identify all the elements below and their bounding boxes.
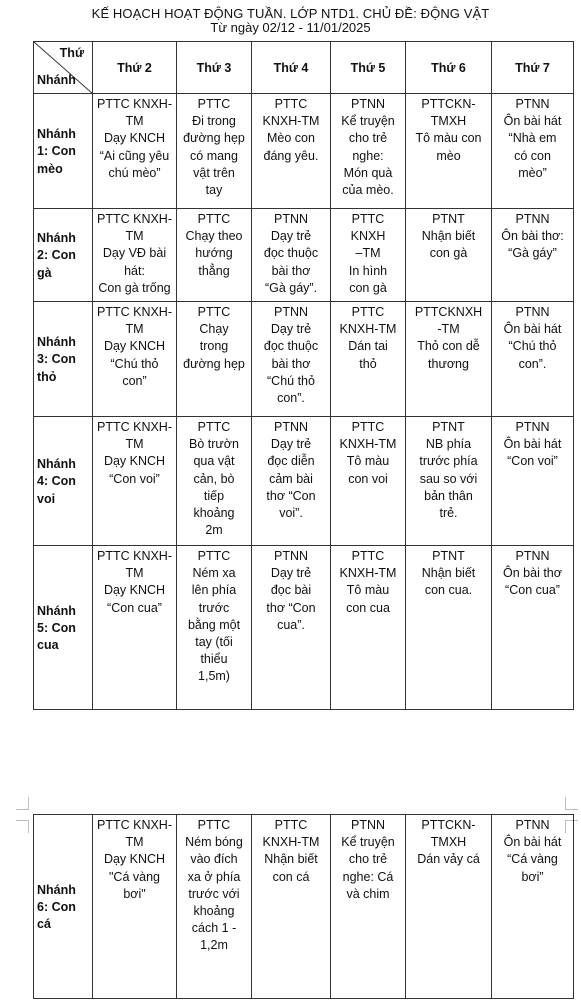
activity-cell — [492, 546, 574, 710]
activity-line: đọc diễn — [267, 454, 315, 469]
activity-cell — [252, 815, 331, 999]
branch-label-line: 2: Con — [37, 248, 76, 263]
activity-line: PTNN — [515, 420, 550, 434]
branch-label-line: Nhánh — [37, 231, 76, 246]
activity-cell — [93, 417, 177, 546]
activity-line: PTNN — [515, 549, 550, 563]
activity-line: tay (tối — [195, 635, 233, 650]
activity-line: TM — [125, 114, 144, 129]
activity-cell — [93, 94, 177, 209]
activity-line: Dạy KNCH — [103, 583, 166, 598]
branch-label-line: 6: Con — [37, 899, 76, 914]
activity-cell — [406, 815, 492, 999]
day-header: Thứ 7 — [492, 42, 574, 94]
activity-line: Dạy trẻ — [270, 229, 312, 244]
activity-line: đáng yêu. — [263, 148, 319, 163]
activity-line: –TM — [355, 246, 381, 261]
activity-cell — [93, 209, 177, 302]
activity-line: 1,5m) — [198, 669, 230, 684]
activity-line: PTTC — [197, 97, 231, 111]
activity-line: khoảng — [193, 904, 235, 919]
activity-line: KNXH — [350, 229, 386, 244]
activity-line: PTTC — [197, 212, 231, 226]
activity-line: PTTCKNXH — [414, 305, 483, 319]
activity-line: Dạy trẻ — [270, 322, 312, 337]
activity-line: TM — [125, 229, 144, 244]
activity-line: PTTC KNXH- — [97, 97, 172, 111]
activity-line: cua”. — [277, 617, 305, 632]
activity-line: 1,2m — [200, 938, 228, 953]
activity-line: “Nhà em — [508, 131, 557, 146]
activity-line: PTTC — [351, 212, 385, 226]
page-corner-mark — [565, 797, 578, 810]
branch-label-line: mèo — [37, 161, 63, 176]
activity-line: 2m — [205, 523, 223, 538]
activity-line: “Gà gáy” — [508, 246, 557, 261]
branch-label-line: Nhánh — [37, 882, 76, 897]
activity-line: Dạy KNCH — [103, 852, 166, 867]
activity-line: TM — [125, 566, 144, 581]
activity-line: TM — [125, 835, 144, 850]
activity-line: đường hẹp — [183, 356, 245, 371]
activity-line: bơi" — [123, 886, 146, 901]
activity-line: PTNN — [515, 212, 550, 226]
activity-line: Nhận biết — [421, 566, 476, 581]
activity-line: xa ở phía — [187, 869, 241, 884]
activity-line: PTTC KNXH- — [97, 212, 172, 226]
activity-line: tiếp — [203, 488, 225, 503]
activity-line: PTTC KNXH- — [97, 549, 172, 563]
activity-line: Kể truyện — [341, 835, 395, 850]
activity-line: PTTC — [274, 97, 308, 111]
activity-line: khoảng — [193, 506, 235, 521]
activity-line: Chạy — [199, 322, 229, 337]
activity-cell — [177, 209, 252, 302]
activity-line: TMXH — [430, 114, 467, 129]
activity-line: PTTC KNXH- — [97, 420, 172, 434]
activity-line: bằng một — [187, 617, 241, 632]
page-corner-mark — [16, 797, 29, 810]
activity-cell — [492, 417, 574, 546]
day-header: Thứ 4 — [252, 42, 331, 94]
branch-label-line: Nhánh — [37, 457, 76, 472]
activity-line: Dạy KNCH — [103, 131, 166, 146]
activity-line: vào đích — [190, 852, 238, 867]
activity-line: bài thơ — [271, 356, 311, 371]
activity-line: PTTC — [197, 818, 231, 832]
activity-line: chú mèo” — [108, 165, 161, 180]
activity-line: Món quà — [343, 165, 393, 180]
branch-label — [34, 302, 93, 417]
activity-line: Tô màu — [346, 454, 390, 469]
table-row — [34, 94, 574, 209]
day-header: Thứ 2 — [93, 42, 177, 94]
branch-label — [34, 546, 93, 710]
activity-cell — [177, 94, 252, 209]
activity-line: PTNN — [273, 305, 309, 319]
page-corner-mark — [16, 820, 29, 833]
activity-line: thương — [428, 356, 469, 371]
activity-line: “Con cua” — [505, 583, 560, 598]
weekly-plan-table-continued — [33, 814, 574, 999]
activity-line: PTNN — [515, 97, 550, 111]
activity-line: con cua. — [424, 583, 473, 598]
page-title: KẾ HOẠCH HOẠT ĐỘNG TUẦN. LỚP NTD1. CHỦ ĐỀ: ĐỘNG VẬT — [91, 6, 490, 21]
activity-line: PTTC KNXH- — [97, 818, 172, 832]
activity-line: TMXH — [430, 835, 467, 850]
activity-cell — [331, 302, 406, 417]
activity-line: qua vật — [193, 454, 235, 469]
corner-header — [34, 42, 93, 94]
activity-line: Bò trườn — [189, 437, 239, 452]
branch-label-line: voi — [37, 491, 56, 506]
activity-line: Chạy theo — [185, 229, 243, 244]
activity-cell — [492, 302, 574, 417]
activity-line: thơ “Con — [266, 488, 316, 503]
activity-line: KNXH-TM — [339, 322, 397, 337]
activity-cell — [177, 302, 252, 417]
activity-line: PTTCKN- — [421, 97, 476, 111]
activity-line: “Chú thỏ — [508, 339, 557, 354]
activity-line: tay — [205, 183, 223, 198]
activity-cell — [406, 546, 492, 710]
activity-line: -TM — [437, 322, 460, 337]
activity-cell — [177, 417, 252, 546]
activity-cell — [177, 815, 252, 999]
activity-cell — [331, 94, 406, 209]
activity-line: cách 1 - — [191, 921, 237, 936]
activity-cell — [177, 546, 252, 710]
activity-cell — [492, 94, 574, 209]
activity-line: sau so với — [419, 471, 478, 486]
activity-line: PTTC — [351, 420, 385, 434]
activity-line: PTTC — [351, 549, 385, 563]
activity-line: Dạy trẻ — [270, 437, 312, 452]
activity-line: cản, bò — [193, 471, 235, 486]
activity-line: "Cá vàng — [109, 869, 160, 884]
branch-label-line: Nhánh — [37, 127, 76, 142]
activity-line: Đi trong — [192, 114, 236, 129]
activity-line: con” — [122, 373, 147, 388]
activity-cell — [93, 546, 177, 710]
activity-line: PTTCKN- — [421, 818, 476, 832]
activity-line: KNXH-TM — [262, 835, 320, 850]
activity-cell — [93, 302, 177, 417]
activity-line: trước phía — [419, 454, 478, 469]
activity-line: bơi” — [521, 869, 544, 884]
activity-line: PTTC — [197, 549, 231, 563]
activity-line: con cá — [272, 869, 310, 884]
activity-line: PTNN — [273, 420, 309, 434]
activity-line: vật trên — [193, 165, 235, 180]
activity-line: Ôn bài hát — [503, 835, 562, 850]
activity-cell — [331, 209, 406, 302]
corner-day-label: Thứ — [59, 46, 84, 60]
activity-line: và chim — [346, 886, 390, 901]
date-range: Từ ngày 02/12 - 11/01/2025 — [210, 20, 371, 35]
activity-line: nghe: Cá — [342, 869, 394, 884]
activity-line: PTNN — [350, 97, 386, 111]
activity-line: Con gà trống — [98, 280, 171, 295]
activity-line: PTNT — [432, 549, 465, 563]
activity-line: mèo — [436, 148, 461, 163]
branch-label-line: gà — [37, 265, 52, 280]
activity-cell — [406, 417, 492, 546]
activity-cell — [331, 546, 406, 710]
activity-line: Dạy KNCH — [103, 339, 166, 354]
activity-line: “Cá vàng — [507, 852, 558, 867]
branch-label — [34, 94, 93, 209]
activity-line: bài thơ — [271, 263, 311, 278]
activity-line: có con — [514, 148, 551, 163]
activity-line: Nhận biết — [421, 229, 476, 244]
activity-line: hát: — [124, 263, 145, 278]
activity-line: con”. — [277, 391, 305, 406]
branch-label-line: cá — [37, 917, 51, 932]
activity-line: lên phía — [191, 583, 237, 598]
activity-line: của mèo. — [342, 183, 394, 198]
activity-line: “Chú thỏ — [110, 356, 159, 371]
table-row — [34, 302, 574, 417]
activity-line: PTTC KNXH- — [97, 305, 172, 319]
activity-line: trước với — [188, 886, 240, 901]
table-row — [34, 815, 574, 999]
activity-cell — [252, 94, 331, 209]
activity-line: voi”. — [279, 506, 303, 521]
activity-line: trẻ. — [439, 506, 458, 521]
branch-label — [34, 209, 93, 302]
activity-line: đọc thuộc — [263, 339, 319, 354]
activity-line: PTNT — [432, 212, 465, 226]
activity-line: PTTC — [351, 305, 385, 319]
activity-cell — [331, 815, 406, 999]
day-header: Thứ 6 — [406, 42, 492, 94]
activity-line: Mèo con — [267, 131, 315, 146]
branch-label-line: cua — [37, 638, 59, 653]
branch-label-line: 3: Con — [37, 352, 76, 367]
activity-line: Kể truyện — [341, 114, 395, 129]
activity-line: thơ “Con — [266, 600, 316, 615]
day-header: Thứ 5 — [331, 42, 406, 94]
activity-line: cho trẻ — [348, 131, 388, 146]
branch-label — [34, 815, 93, 999]
branch-label-line: 1: Con — [37, 144, 76, 159]
activity-line: Ôn bài hát — [503, 437, 562, 452]
activity-line: Dạy trẻ — [270, 566, 312, 581]
activity-line: Ôn bài hát — [503, 114, 562, 129]
day-header: Thứ 3 — [177, 42, 252, 94]
activity-line: PTTC — [197, 420, 231, 434]
activity-cell — [93, 815, 177, 999]
activity-cell — [406, 94, 492, 209]
branch-label-line: thỏ — [37, 369, 57, 384]
activity-line: Ném bóng — [185, 835, 243, 850]
activity-line: PTTC — [197, 305, 231, 319]
activity-line: PTNN — [350, 818, 386, 832]
activity-line: đọc thuộc — [263, 246, 319, 261]
activity-line: PTNN — [273, 549, 309, 563]
activity-line: trước — [198, 600, 230, 615]
activity-line: hướng — [195, 246, 233, 261]
activity-cell — [252, 209, 331, 302]
activity-line: Dạy KNCH — [103, 454, 166, 469]
table-row — [34, 209, 574, 302]
activity-line: Dạy VĐ bài — [102, 246, 167, 261]
branch-label-line: 5: Con — [37, 620, 76, 635]
activity-line: trong — [199, 339, 229, 354]
activity-line: PTNN — [515, 818, 550, 832]
activity-cell — [492, 815, 574, 999]
activity-line: “Chú thỏ — [267, 373, 315, 388]
activity-line: PTNN — [515, 305, 550, 319]
activity-line: mèo” — [518, 165, 547, 180]
activity-line: Nhận biết — [264, 852, 318, 867]
activity-line: con voi — [348, 471, 388, 486]
activity-cell — [252, 417, 331, 546]
activity-line: thiểu — [200, 652, 228, 667]
activity-line: Ôn bài thơ: — [501, 229, 564, 244]
weekly-plan-table — [33, 41, 574, 710]
activity-line: NB phía — [425, 437, 472, 452]
activity-cell — [492, 209, 574, 302]
corner-branch-label: Nhánh — [37, 72, 76, 87]
activity-line: con cua — [346, 600, 390, 615]
activity-line: Dán vảy cá — [417, 852, 480, 867]
activity-line: con”. — [518, 356, 547, 371]
activity-line: PTNT — [432, 420, 465, 434]
activity-line: PTNN — [273, 212, 309, 226]
activity-line: có mang — [190, 148, 238, 163]
activity-line: TM — [125, 322, 144, 337]
activity-line: KNXH-TM — [262, 114, 320, 129]
branch-label-line: 4: Con — [37, 474, 76, 489]
activity-cell — [406, 209, 492, 302]
table-row — [34, 546, 574, 710]
activity-line: đường hẹp — [183, 131, 245, 146]
activity-line: “Con voi” — [109, 471, 160, 486]
activity-line: con gà — [429, 246, 468, 261]
activity-line: “Con cua” — [107, 600, 162, 615]
activity-line: “Con voi” — [507, 454, 558, 469]
activity-cell — [252, 546, 331, 710]
activity-line: Thỏ con dễ — [417, 339, 480, 354]
activity-line: “Gà gáy”. — [264, 280, 318, 295]
activity-line: Tô màu — [346, 583, 390, 598]
activity-line: “Ai cũng yêu — [99, 148, 170, 163]
activity-line: In hình — [348, 263, 388, 278]
activity-cell — [252, 302, 331, 417]
branch-label-line: Nhánh — [37, 335, 76, 350]
activity-line: KNXH-TM — [339, 566, 397, 581]
activity-line: nghe: — [352, 148, 384, 163]
activity-line: KNXH-TM — [339, 437, 397, 452]
branch-label-line: Nhánh — [37, 603, 76, 618]
activity-line: TM — [125, 437, 144, 452]
activity-cell — [406, 302, 492, 417]
activity-line: Tô màu con — [415, 131, 482, 146]
activity-line: Dán tai — [348, 339, 388, 354]
activity-line: con gà — [349, 280, 387, 295]
activity-line: PTTC — [274, 818, 308, 832]
activity-line: đọc bài — [270, 583, 312, 598]
activity-line: Ôn bài thơ — [503, 566, 562, 581]
activity-line: Ôn bài hát — [503, 322, 562, 337]
activity-cell — [331, 417, 406, 546]
activity-line: cho trẻ — [348, 852, 388, 867]
table-row — [34, 417, 574, 546]
activity-line: Ném xa — [192, 566, 236, 581]
activity-line: cảm bài — [269, 471, 313, 486]
activity-line: thẳng — [198, 263, 230, 278]
activity-line: bản thân — [424, 488, 473, 503]
branch-label — [34, 417, 93, 546]
activity-line: thỏ — [359, 356, 377, 371]
